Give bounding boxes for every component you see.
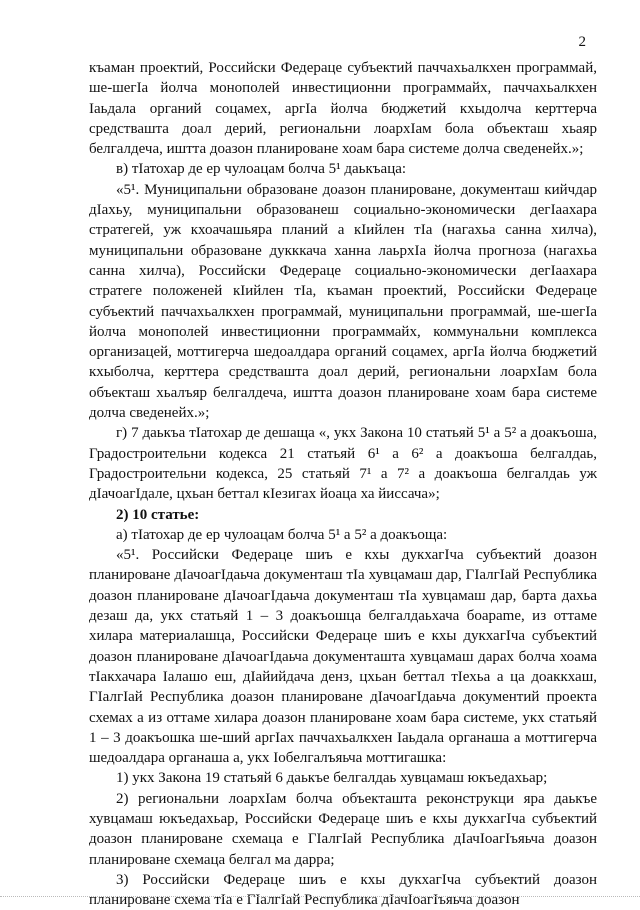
list-item-1: 1) укх Закона 19 статьяй 6 даькъе белгалдаь хувцамаш юкъедахьар; xyxy=(116,770,548,787)
page-bottom-edge xyxy=(0,896,640,897)
paragraph-continuation: къаман проектий, Российски Федераце субъектий паччахьалкхен программай, ше-шегӀа йолча монополей инвестиционни программайх, паччахьалкхен Ӏаьдала органий соцамех, аргӀа йолча бюджетий кхыдолча керттерча средствашта доал дерий, региональни лоархӀам бола объекташ хьаяр белгалдеча, иштта доазон планироване хоам бара системе долча сведенейх.»; xyxy=(89,60,597,158)
paragraph-item-v: в) тӀатохар де ер чулоацам болча 5¹ даькъаца: xyxy=(116,161,407,178)
paragraph-item-g: г) 7 даькъа тӀатохар де дешаща «, укх Закона 10 статьяй 5¹ а 5² а доакъоша, Градостроительни кодекса 21 статьяй 6¹ а 6² а доакъоша белгалдаь, Градостроительни кодекса, 25 статьяй 7¹ а 7² а доакъоша белгалдаь уж дӀачоагӀдале, цхьан беттал кӀезигах йоаца ха йиссача»; xyxy=(89,425,597,503)
page-number: 2 xyxy=(578,34,586,50)
paragraph-quote-5-1-federal: «5¹. Российски Федераце шиъ е кхы дукхагӀча субъектий доазон планироване дӀачоагӀдаьча документаш тӀа хувцамаш дар, ГӀалгӀай Республика доазон планироване дӀачоагӀдаьча документаш тӀа хувцамаш дар, барта дахьа дезаш да, укх статьяй 1 – 3 доакъошца белгалдаьхача боарame, из оттаме хилара материалашца, Российски Федераце шиъ е кхы дукхагӀча субъектий доазон планироване дӀачоагӀдаьча документашта хувцамаш дарах болча хоама тӀакхачара Ӏалашо еш, дӀайийдача денз, цхьан беттал тӀехьа а ца доаккхаш, ГӀалгӀай Республика доазон планироване дӀачоагӀдаьча документий проекта схемах а из оттаме хилара доазон планироване хоам бара системе, укх статьяй 1 – 3 доакъошка ше-ший аргӀах паччахьалкхен Ӏаьдала органаша а моттигерча шедоалдара органаша а, укх Ӏобелгалъяьча моттигашка: xyxy=(89,547,597,767)
list-item-2: 2) региональни лоархӀам болча объекташта реконструкци яра даькъе хувцамаш юкъедахьар, Российски Федераце шиъ е кхы дукхагӀча субъектий доазон планироване схемаца е ГӀалгӀай Республика дӀачӀоагӀъяьча доазон планироване схемаца белгал ма дарра; xyxy=(89,790,597,868)
paragraph-quote-5-1: «5¹. Муниципальни образоване доазон планироване, документаш кийчдар дӀахьу, муниципальни образованеш социально-экономически дегӀаахара стратегей, уж кхоачашьяра планий а кӀийлен тӀа (нагахьа санна хилча), муниципальни образоване дукккача ханна лаьрхӀа йолча прогноза (нагахьа санна хилча), Российски Федераце социально-экономически дегӀаахара стратеге положеней кӀийлен тӀа, къаман проектий, Российски Федераце субъектий паччахьалкхен программай, муниципальни программай, ше-шегӀа йолча монополей инвестиционни программайх, коммунальни комплекса организацей, моттигерча шедоалдара органий соцамех, аргӀа йолча бюджетий кхыболча, керттера средствашта доал дерий, региональни лоархӀам бола объекташ хьалъяр белгалдеча, иштта доазон планироване хоам бара системе долча сведенейх.»; xyxy=(89,181,597,422)
list-item-3: 3) Российски Федераце шиъ е кхы дукхагӀча субъектий доазон планироване схема тӀа е ГӀалгӀай Республика дӀачӀоагӀъяьча доазон xyxy=(89,871,597,909)
paragraph-item-a: а) тӀатохар де ер чулоацам болча 5¹ а 5² а доакъоща: xyxy=(116,526,448,543)
document-body xyxy=(89,58,597,910)
section-heading-article-10: 2) 10 статье: xyxy=(116,506,200,523)
